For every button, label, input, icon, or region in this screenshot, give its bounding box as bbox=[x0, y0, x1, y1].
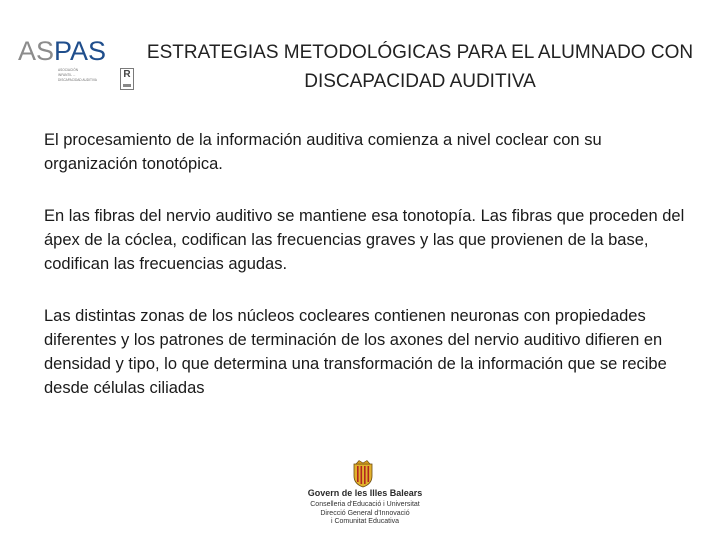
page-title: ESTRATEGIAS METODOLÓGICAS PARA EL ALUMNADO CON DISCAPACIDAD AUDITIVA bbox=[146, 42, 694, 92]
logo-subtitle bbox=[58, 68, 120, 83]
paragraph-1: El procesamiento de la información auditiva comienza a nivel coclear con su organización tonotópica. bbox=[44, 131, 602, 173]
paragraph-2: En las fibras del nervio auditivo se mantiene esa tonotopía. Las fibras que proceden del ápex de la cóclea, codifican las frecuencias graves y las que provienen de la base, codifican las frecuencias agudas. bbox=[44, 207, 685, 273]
government-department bbox=[280, 501, 450, 527]
registered-mark-letter: R bbox=[123, 69, 131, 80]
government-name: Govern de les Illes Balears bbox=[307, 488, 423, 498]
department-line: Direcció General d'Innovació bbox=[320, 509, 410, 517]
main-content bbox=[44, 128, 694, 428]
paragraph-3: Las distintas zonas de los núcleos cocleares contienen neuronas con propiedades diferentes y los patrones de terminación de los axones del nervio auditivo difieren en densidad y tipo, lo que determina una transformación de la información que se recibe desde células ciliadas bbox=[44, 307, 667, 397]
coat-of-arms-icon bbox=[348, 460, 378, 488]
department-line: Conselleria d'Educació i Universitat bbox=[310, 501, 420, 508]
government-logo bbox=[280, 458, 450, 540]
logo-subtitle-line: DISCAPACIDAD AUDITIVA bbox=[58, 78, 97, 82]
logo-subtitle-line: ASOCIACIÓN bbox=[58, 68, 79, 72]
logo-word-as: AS bbox=[18, 36, 55, 66]
logo-word-pas: PAS bbox=[54, 36, 107, 66]
logo-wordmark bbox=[18, 36, 106, 66]
logo-subtitle-line: INFANTIL ... bbox=[58, 73, 76, 77]
department-line: i Comunitat Educativa bbox=[330, 518, 400, 526]
aspas-logo bbox=[18, 36, 136, 94]
